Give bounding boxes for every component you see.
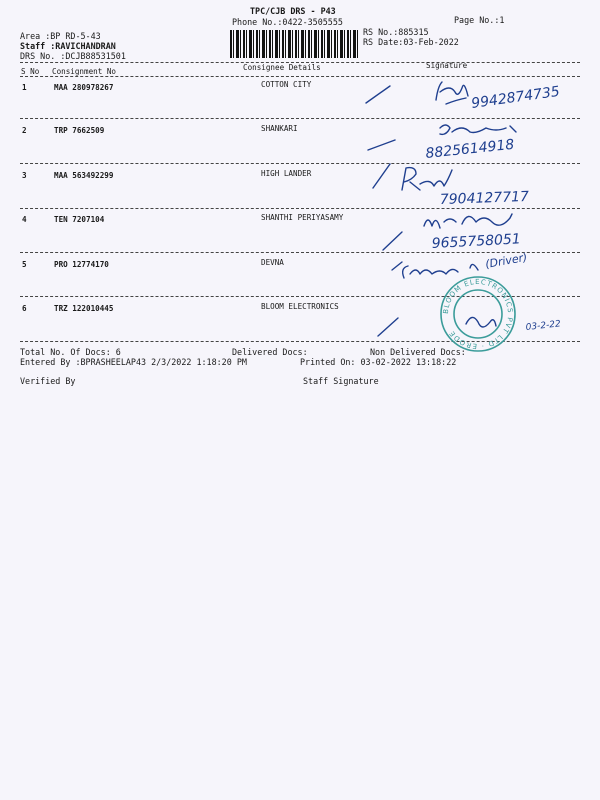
row-divider xyxy=(20,296,580,297)
check-stroke xyxy=(392,262,402,270)
drs-number: DRS No. :DCJB88531501 xyxy=(20,51,126,61)
row-divider xyxy=(20,118,580,119)
stamp-initials xyxy=(466,317,496,327)
company-stamp xyxy=(441,277,515,351)
signature-scribble xyxy=(436,82,468,104)
row-consignee: BLOOM ELECTRONICS xyxy=(261,302,339,311)
row-divider xyxy=(20,208,580,209)
handwritten-phone: 7904127717 xyxy=(439,188,530,208)
col-sno: S No xyxy=(21,67,40,76)
table-bottom-rule xyxy=(20,341,580,342)
check-stroke xyxy=(368,140,395,150)
signature-scribble xyxy=(424,214,512,228)
row-consignment: TEN 7207104 xyxy=(54,215,105,224)
page-number: Page No.:1 xyxy=(454,15,505,25)
row-divider xyxy=(20,163,580,164)
header-rule-bottom xyxy=(20,76,580,77)
delivered-docs: Delivered Docs: xyxy=(232,347,308,357)
row-sno: 2 xyxy=(22,126,27,135)
phone-number: Phone No.:0422-3505555 xyxy=(232,17,343,27)
non-delivered-docs: Non Delivered Docs: xyxy=(370,347,466,357)
document-title: TPC/CJB DRS - P43 xyxy=(250,6,336,16)
staff-signature: Staff Signature xyxy=(303,376,379,386)
check-stroke xyxy=(373,164,390,188)
staff-name: Staff :RAVICHANDRAN xyxy=(20,41,116,51)
check-stroke xyxy=(366,86,390,103)
row-sno: 4 xyxy=(22,215,27,224)
row-sno: 5 xyxy=(22,260,27,269)
stamp-date: 03-2-22 xyxy=(525,319,562,333)
printed-on: Printed On: 03-02-2022 13:18:22 xyxy=(300,357,457,367)
signature-scribble xyxy=(440,125,516,134)
signature-scribble xyxy=(402,168,452,190)
row-consignment: TRP 7662509 xyxy=(54,126,105,135)
row-consignee: SHANTHI PERIYASAMY xyxy=(261,213,344,222)
area-label: Area :BP RD-5-43 xyxy=(20,31,101,41)
signature-scribble xyxy=(403,264,478,278)
total-docs: Total No. Of Docs: 6 xyxy=(20,347,121,357)
col-consignee: Consignee Details xyxy=(243,63,321,72)
stamp-text: BLOOM ELECTRONICS PVT LTD · ERODE xyxy=(441,277,515,351)
row-consignee: SHANKARI xyxy=(261,124,298,133)
row-divider xyxy=(20,252,580,253)
handwritten-phone: 9942874735 xyxy=(470,83,561,112)
row-consignment: MAA 563492299 xyxy=(54,171,114,180)
handwritten-note: (Driver) xyxy=(484,250,529,271)
row-sno: 6 xyxy=(22,304,27,313)
row-consignee: COTTON CITY xyxy=(261,80,312,89)
rs-number: RS No.:885315 xyxy=(363,27,429,37)
col-signature: Signature xyxy=(426,61,468,70)
barcode xyxy=(230,30,358,58)
entered-by: Entered By :BPRASHEELAP43 2/3/2022 1:18:20 PM xyxy=(20,357,247,367)
check-stroke xyxy=(378,318,398,336)
row-sno: 1 xyxy=(22,83,27,92)
row-consignee: DEVNA xyxy=(261,258,284,267)
rs-date: RS Date:03-Feb-2022 xyxy=(363,37,459,47)
row-consignment: MAA 280978267 xyxy=(54,83,114,92)
handwritten-phone: 8825614918 xyxy=(424,136,516,162)
check-stroke xyxy=(383,232,402,250)
row-consignment: PRO 12774170 xyxy=(54,260,109,269)
row-sno: 3 xyxy=(22,171,27,180)
row-consignee: HIGH LANDER xyxy=(261,169,312,178)
col-consignment: Consignment No xyxy=(52,67,117,76)
verified-by: Verified By xyxy=(20,376,76,386)
row-consignment: TRZ 122010445 xyxy=(54,304,114,313)
handwritten-phone: 9655758051 xyxy=(431,231,522,252)
